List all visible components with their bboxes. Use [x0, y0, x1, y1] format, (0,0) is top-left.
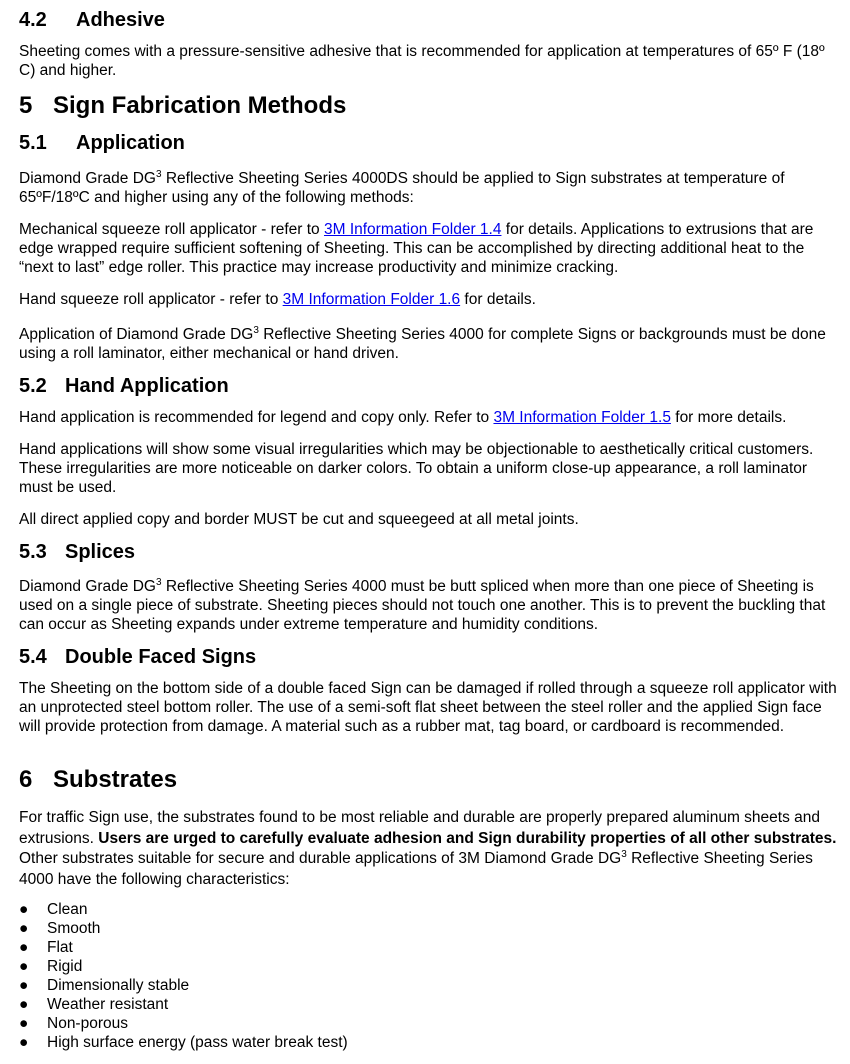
list-item [19, 957, 348, 976]
bullet-icon: ● [19, 1015, 29, 1032]
list-item-label: Weather resistant [47, 996, 169, 1013]
double-faced-paragraph: The Sheeting on the bottom side of a double faced Sign can be damaged if rolled through a squeeze roll applicator with an unprotected steel bottom roller. The use of a semi-soft flat sheet between the steel roller and the applied Sign face will provide protection from damage. A material such as a rubber mat, tag board, or cardboard is recommended. [19, 680, 837, 735]
heading-4-2: 4.2 Adhesive [19, 9, 165, 31]
heading-5: 5 Sign Fabrication Methods [19, 92, 347, 119]
adhesive-paragraph: Sheeting comes with a pressure-sensitive adhesive that is recommended for application at temperatures of 65º F (18º C) and higher. [19, 43, 825, 79]
bullet-icon: ● [19, 977, 29, 994]
bullet-icon: ● [19, 920, 29, 937]
info-folder-1-4-link[interactable]: 3M Information Folder 1.4 [323, 221, 502, 238]
list-item-label: Rigid [47, 958, 83, 975]
list-item-label: High surface energy (pass water break test) [47, 1034, 348, 1051]
list-item [19, 995, 348, 1014]
heading-5-2: 5.2 Hand Application [19, 375, 229, 397]
application-paragraph-4: Application of Diamond Grade $DG^3$ Reflective Sheeting Series 4000 for complete Signs or backgrounds must be done using a roll laminator, either mechanical or hand driven. [19, 325, 826, 362]
application-paragraph-1: Diamond Grade $DG^3$ Reflective Sheeting Series 4000DS should be applied to Sign substrates at temperature of 65ºF/18ºC and higher using any of the following methods: [19, 169, 785, 206]
heading-5-3: 5.3 Splices [19, 541, 136, 563]
application-paragraph-3: Hand squeeze roll applicator - refer to 3M Information Folder 1.6 for details. [19, 291, 536, 308]
list-item [19, 919, 348, 938]
substrates-paragraph: For traffic Sign use, the substrates found to be most reliable and durable are properly prepared aluminum sheets and extrusions. Users are urged to carefully evaluate adhesion and Sign durability properties of all other substrates. Other substrates suitable for secure and durable applications of 3M Diamond Grade $DG^3$ Reflective Sheeting Series 4000 have the following characteristics: [19, 809, 837, 888]
substrate-characteristics-list [19, 900, 348, 1052]
info-folder-1-5-link[interactable]: 3M Information Folder 1.5 [493, 409, 671, 426]
bullet-icon: ● [19, 939, 29, 956]
application-paragraph-2: Mechanical squeeze roll applicator - refer to 3M Information Folder 1.4 for details. Applications to extrusions that are edge wrapped require sufficient softening of Sheeting. This can be accomplished by directing additional heat to the “next to last” edge roller. This practice may increase productivity and minimize cracking. [19, 221, 814, 276]
bullet-icon: ● [19, 996, 29, 1013]
list-item [19, 900, 348, 919]
list-item-label: Clean [47, 901, 88, 918]
heading-6: 6 Substrates [19, 766, 178, 793]
list-item-label: Flat [47, 939, 73, 956]
bullet-icon: ● [19, 1034, 29, 1051]
heading-5-1: 5.1 Application [19, 132, 185, 154]
list-item [19, 938, 348, 957]
heading-5-4: 5.4 Double Faced Signs [19, 646, 257, 668]
bullet-icon: ● [19, 958, 29, 975]
bullet-icon: ● [19, 901, 29, 918]
splices-paragraph: Diamond Grade $DG^3$ Reflective Sheeting Series 4000 must be butt spliced when more than one piece of Sheeting is used on a single piece of substrate. Sheeting pieces should not touch one another. This is to prevent the buckling that can occur as Sheeting expands under extreme temperature and humidity conditions. [19, 577, 826, 633]
info-folder-1-6-link[interactable]: 3M Information Folder 1.6 [282, 291, 461, 308]
list-item-label: Smooth [47, 920, 101, 937]
hand-application-paragraph-3: All direct applied copy and border MUST be cut and squeegeed at all metal joints. [19, 511, 579, 528]
list-item-label: Non-porous [47, 1015, 128, 1032]
hand-application-paragraph-2: Hand applications will show some visual irregularities which may be objectionable to aesthetically critical customers. These irregularities are more noticeable on darker colors. To obtain a uniform close-up appearance, a roll laminator must be used. [19, 441, 814, 496]
list-item-label: Dimensionally stable [47, 977, 190, 994]
list-item [19, 976, 348, 995]
list-item [19, 1014, 348, 1033]
hand-application-paragraph-1: Hand application is recommended for legend and copy only. Refer to 3M Information Folder 1.5 for more details. [19, 409, 787, 426]
list-item [19, 1033, 348, 1052]
